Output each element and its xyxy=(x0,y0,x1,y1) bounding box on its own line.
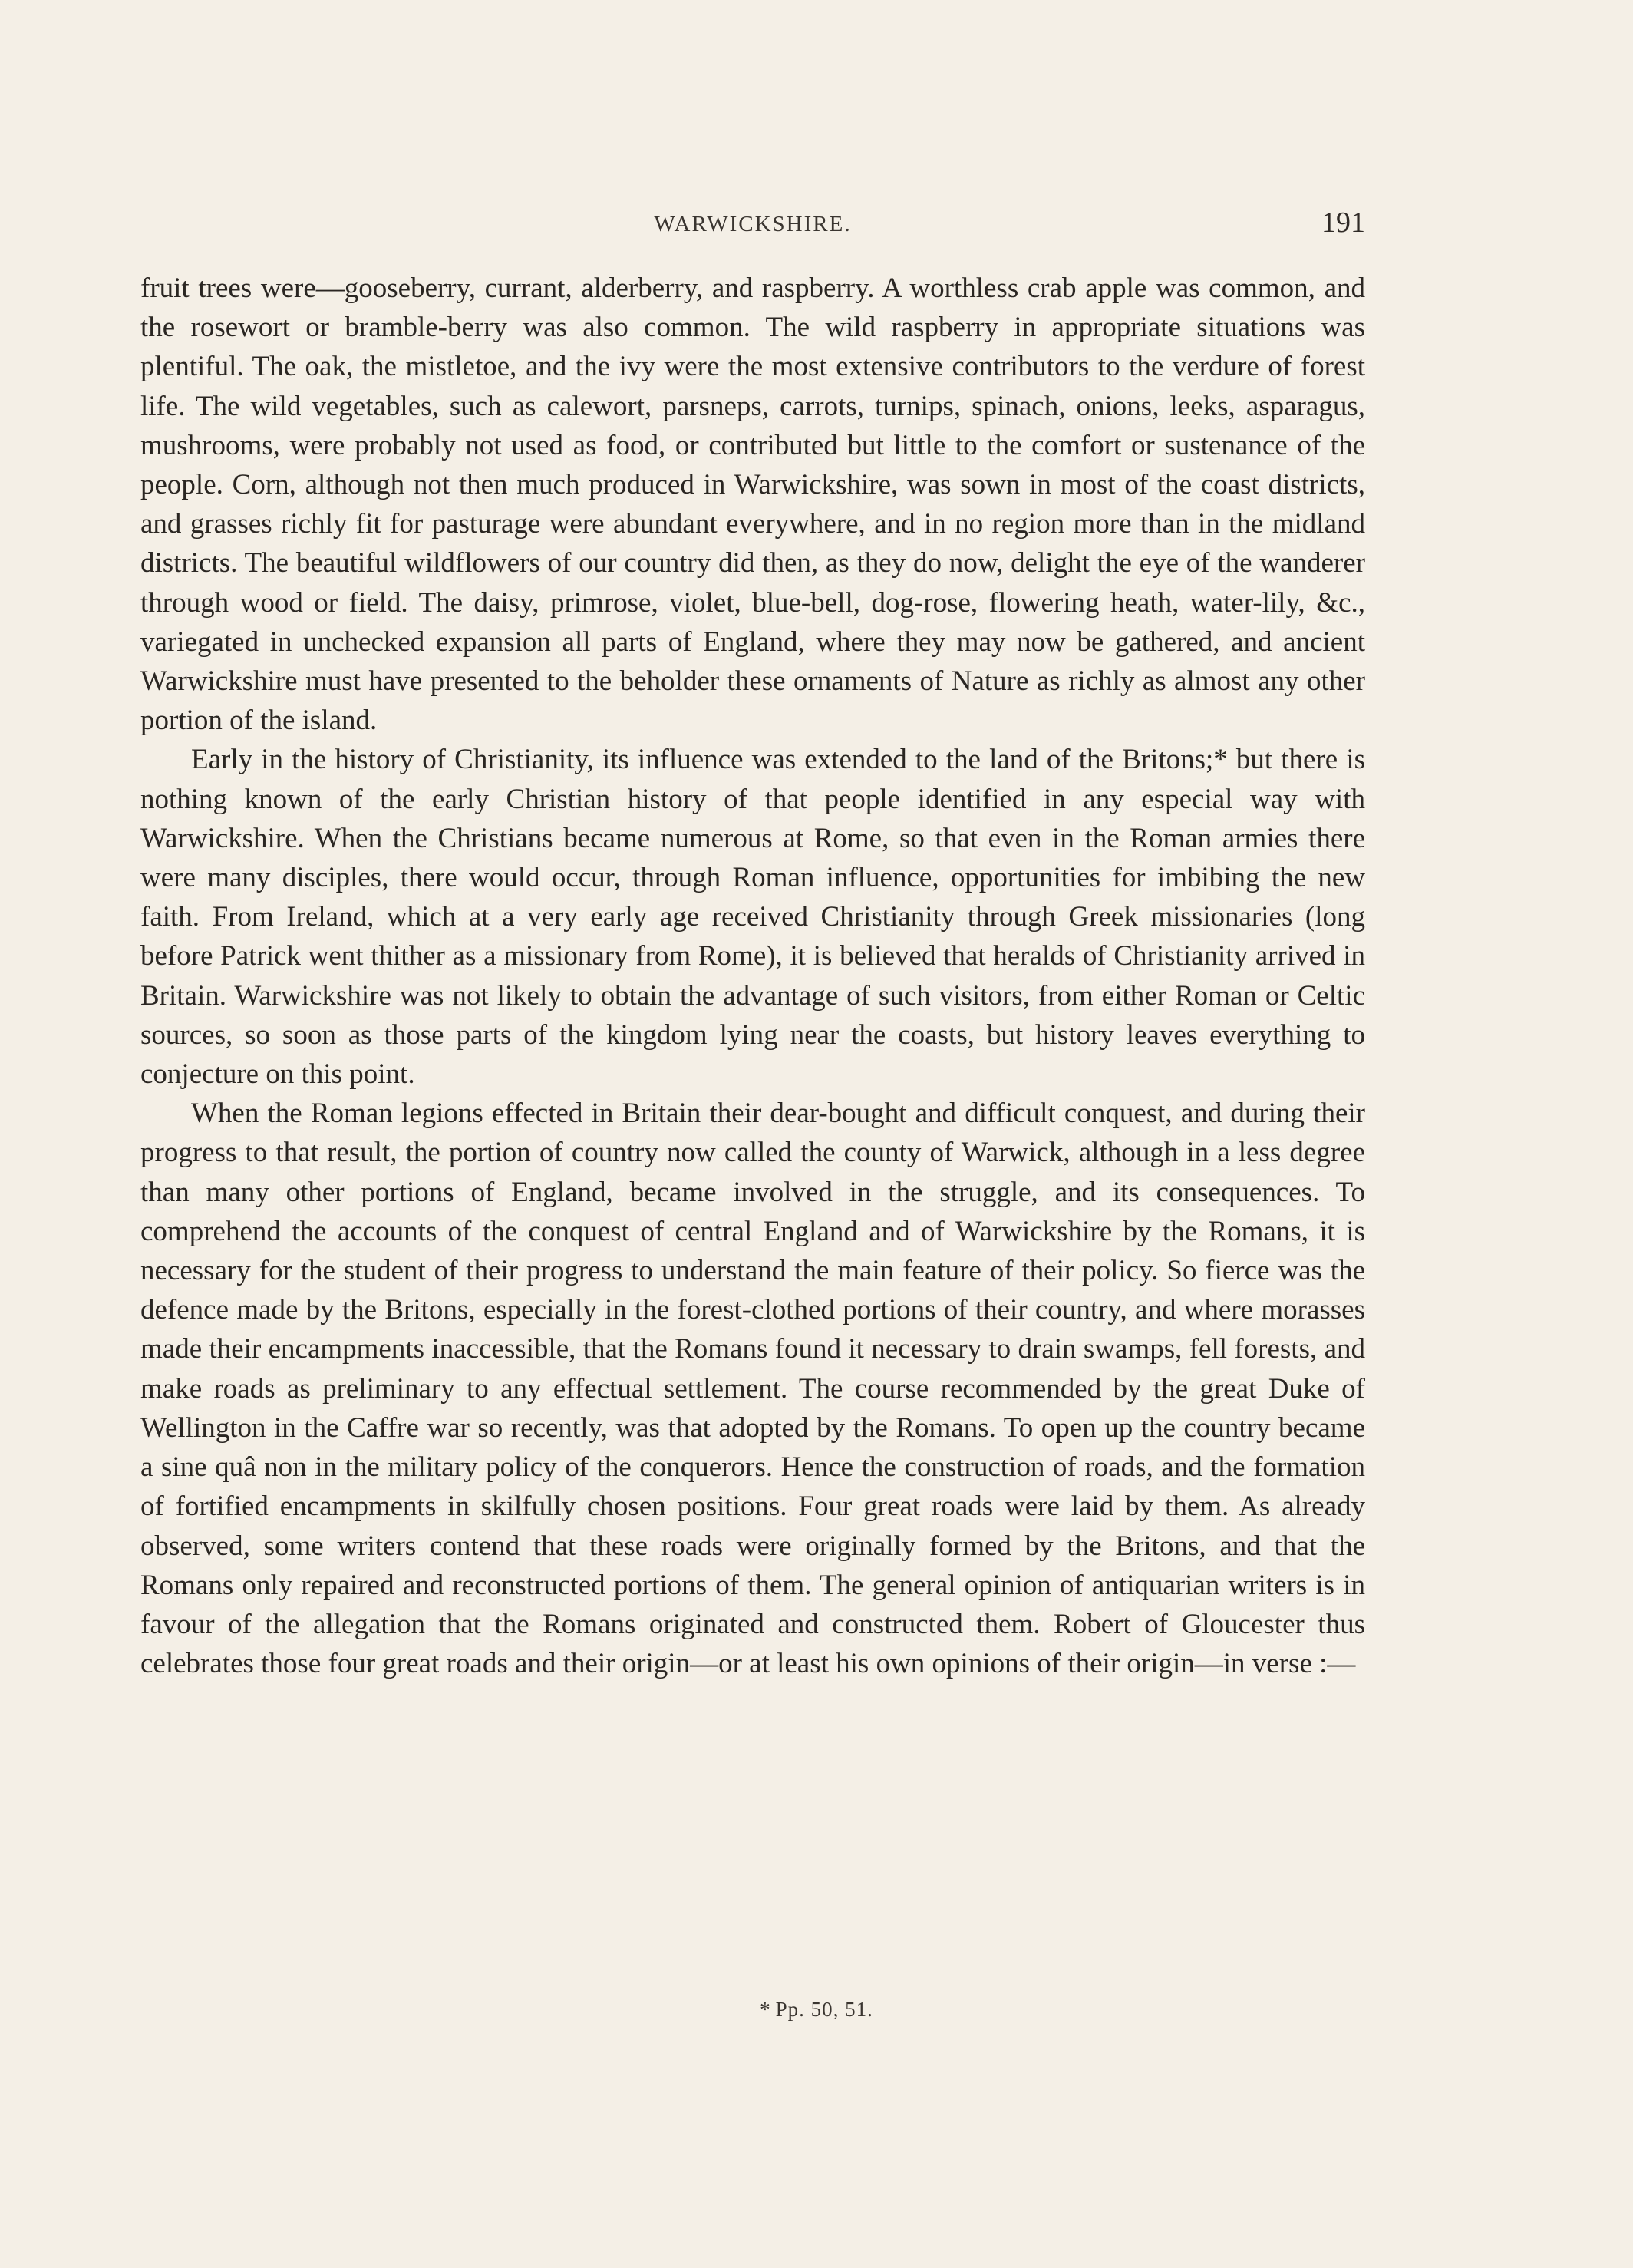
footnote xyxy=(0,1998,1633,2022)
body-text xyxy=(140,269,1365,1683)
paragraph-forest-flora: fruit trees were—gooseberry, currant, alderberry, and raspberry. A worthless crab apple was common, and the rosewort or bramble-berry was also common. The wild raspberry in appropriate situations was plentiful. The oak, the mistletoe, and the ivy were the most extensive contributors to the verdure of forest life. The wild vegetables, such as calewort, parsneps, carrots, turnips, spinach, onions, leeks, asparagus, mushrooms, were probably not used as food, or contributed but little to the comfort or sustenance of the people. Corn, although not then much produced in Warwickshire, was sown in most of the coast districts, and grasses richly fit for pasturage were abundant everywhere, and in no region more than in the midland districts. The beautiful wildflowers of our country did then, as they do now, delight the eye of the wanderer through wood or field. The daisy, primrose, violet, blue-bell, dog-rose, flowering heath, water-lily, &c., variegated in unchecked expansion all parts of England, where they may now be gathered, and ancient Warwickshire must have presented to the beholder these ornaments of Nature as richly as almost any other portion of the island. xyxy=(140,272,1365,737)
paragraph-roman-conquest: When the Roman legions effected in Britain their dear-bought and difficult conquest, and during their progress to that result, the portion of country now called the county of Warwick, although in a less degree than many other portions of England, became involved in the struggle, and its consequences. To comprehend the accounts of the conquest of central England and of Warwickshire by the Romans, it is necessary for the student of their progress to understand the main feature of their policy. So fierce was the defence made by the Britons, especially in the forest-clothed portions of their country, and where morasses made their encampments inaccessible, that the Romans found it necessary to drain swamps, fell forests, and make roads as preliminary to any effectual settlement. The course recommended by the great Duke of Wellington in the Caffre war so recently, was that adopted by the Romans. To open up the country became a sine quâ non in the military policy of the conquerors. Hence the construction of roads, and the formation of fortified encampments in skilfully chosen positions. Four great roads were laid by them. As already observed, some writers contend that these roads were originally formed by the Britons, and that the Romans only repaired and reconstructed portions of them. The general opinion of antiquarian writers is in favour of the allegation that the Romans originated and constructed them. Robert of Gloucester thus celebrates those four great roads and their origin—or at least his own opinions of their origin—in verse :— xyxy=(140,1098,1365,1680)
running-head xyxy=(140,206,1365,244)
paragraph-christianity: Early in the history of Christianity, its influence was extended to the land of the Britons;* but there is nothing known of the early Christian history of that people identified in any especial way with Warwickshire. When the Christians became numerous at Rome, so that even in the Roman armies there were many disciples, there would occur, through Roman influence, opportunities for imbibing the new faith. From Ireland, which at a very early age received Christianity through Greek missionaries (long before Patrick went thither as a missionary from Rome), it is believed that heralds of Christianity arrived in Britain. Warwickshire was not likely to obtain the advantage of such visitors, from either Roman or Celtic sources, so soon as those parts of the kingdom lying near the coasts, but history leaves everything to conjecture on this point. xyxy=(140,744,1365,1091)
running-title: WARWICKSHIRE. xyxy=(654,212,852,236)
footnote-text: Pp. 50, 51. xyxy=(775,1998,873,2021)
page-number: 191 xyxy=(1321,206,1365,239)
footnote-mark: * xyxy=(760,1998,771,2021)
